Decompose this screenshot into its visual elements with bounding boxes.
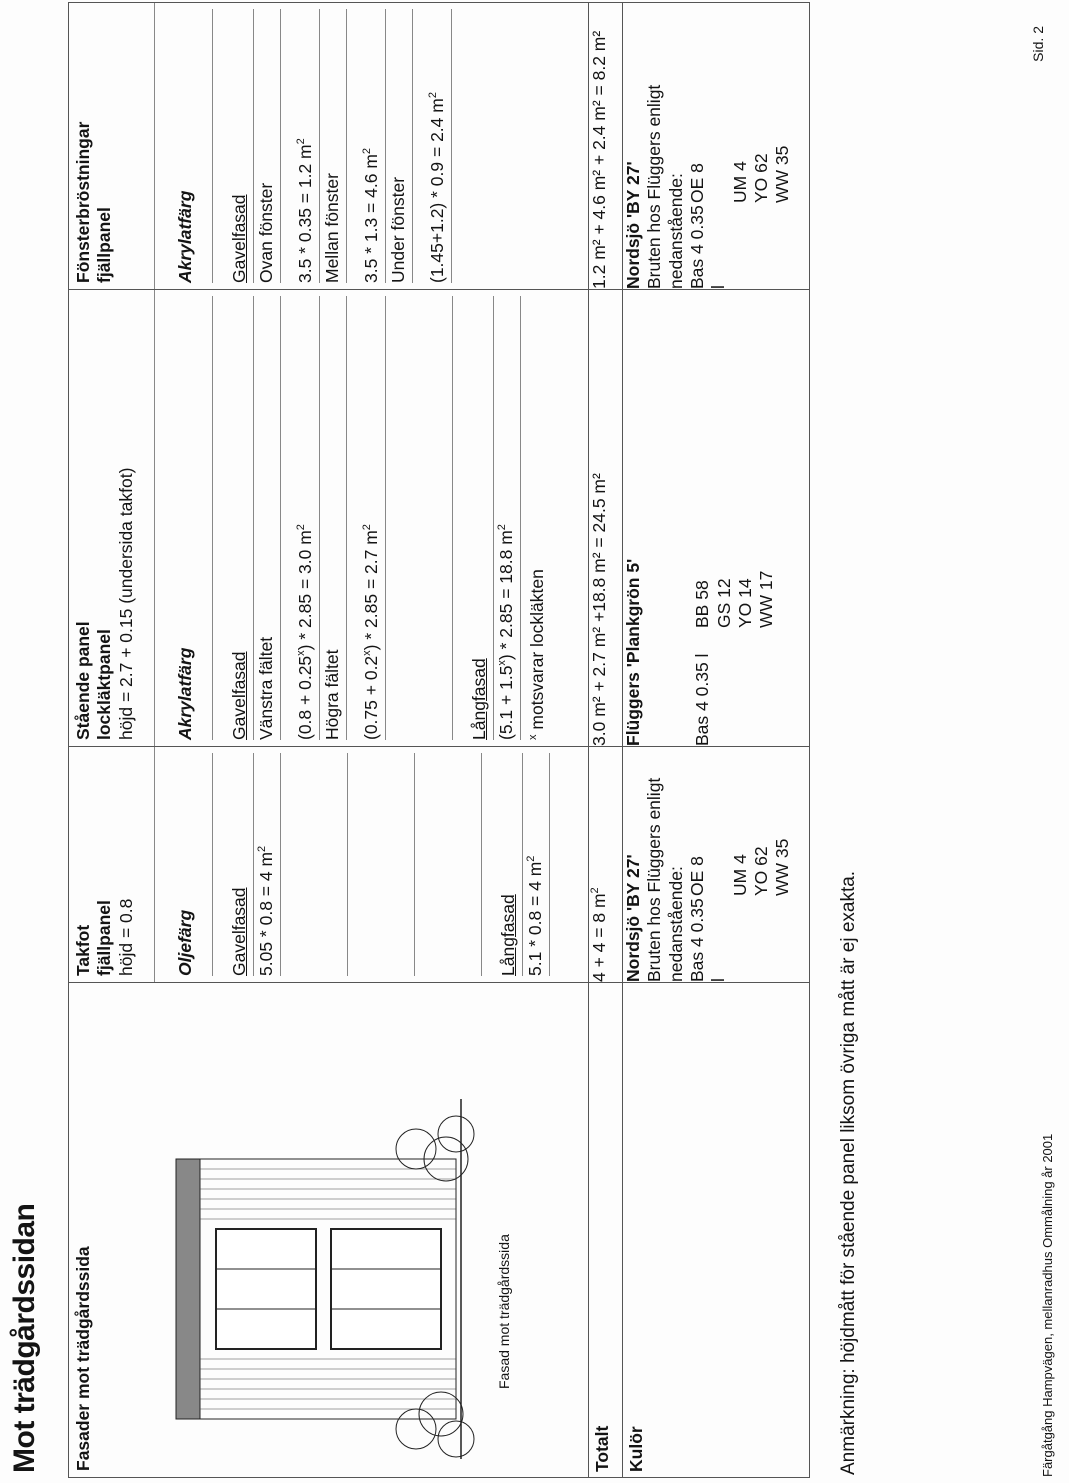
takfot-title: Takfot bbox=[73, 924, 93, 976]
takfot-type: fjällpanel bbox=[94, 900, 115, 976]
takfot-height: höjd = 0.8 bbox=[115, 898, 136, 976]
takfot-header bbox=[69, 747, 155, 982]
panel-title: Stående panel bbox=[73, 621, 93, 740]
panel-footnote: motsvarar lockläkten bbox=[527, 569, 548, 730]
takfot-total: 4 + 4 = 8 m bbox=[589, 893, 609, 982]
brost-above-label: Ovan fönster bbox=[254, 9, 281, 283]
brost-type: fjällpanel bbox=[94, 207, 115, 283]
panel-gavel-title: Gavelfasad bbox=[229, 651, 250, 740]
panel-total: 3.0 m² + 2.7 m² +18.8 m² = 24.5 m² bbox=[589, 290, 623, 747]
takfot-gavel-title: Gavelfasad bbox=[229, 887, 250, 976]
paint-table: Fasader mot trädgårdssida Fasad mot trädgårdssida Takfot fjällpanel höjd = 0.8 Oljefärg Gavelfasad 5.05 * 0.8 = 4 $m^2$ Långfasad 5.1 * 0.8 = 4 $m^2$ Stående panel lockläktpanel höjd = 2.7 + 0.15 (undersida takfot) Akrylatfärg Gavelfasad Vänstra fältet $(0.8 + 0.25^x) * 2.85 = 3.0$ $m^2$ Högra fältet $(0.75 + 0.2^x) * 2.85 = 2.7$ $m^2$ Långfasad $(5.1 + 1.5^x) * 2.85 = 18.8$ $m^2$ $^x$ motsvarar lockläkten Fönsterbröstningar fjällpanel Akrylatfärg Gavelfasad Ovan fönster 3.5 * 0.35 = 1.2 $m^2$ Mellan fönster 3.5 * 1.3 = 4.6 $m^2$ Under fönster (1.45+1.2) * 0.9 = 2.4 $m^2$ Totalt 4 + 4 = 8 $m^2$ 3.0 m² + 2.7 m² +18.8 m² = 24.5 m² 1.2 m² + 4.6 m² + 2.4 m² = 8.2 m² Kulör Nordsjö 'BY 27' Bruten hos Flüggers enligt nedanstående: Bas 4 0.35 l OE 8 UM 4 YO 62 WW 35 Flüggers 'Plankgrön 5' Bas 4 0.35 l BB 58 GS 12 YO 14 WW 17 Nordsjö 'BY 27' Bruten hos Flüggers enligt nedanstående: Bas 4 0.35 l OE 8 UM 4 YO 62 WW 35 bbox=[68, 2, 810, 1478]
facade-drawing bbox=[116, 1079, 556, 1459]
takfot-color: Nordsjö 'BY 27' Bruten hos Flüggers enligt nedanstående: Bas 4 0.35 l OE 8 UM 4 YO 62 WW 35 bbox=[623, 747, 810, 983]
brost-total: 1.2 m² + 4.6 m² + 2.4 m² = 8.2 m² bbox=[589, 3, 623, 290]
panel-color: Flüggers 'Plankgrön 5' Bas 4 0.35 l BB 58 GS 12 YO 14 WW 17 bbox=[623, 290, 810, 747]
panel-type: lockläktpanel bbox=[94, 629, 115, 740]
takfot-lang-calc: 5.1 * 0.8 = 4 m bbox=[525, 861, 546, 976]
brost-gavel-title: Gavelfasad bbox=[229, 194, 250, 283]
total-label: Totalt bbox=[589, 983, 623, 1478]
page-number: Sid. 2 bbox=[1030, 26, 1046, 62]
col-takfot: Takfot fjällpanel höjd = 0.8 Oljefärg Gavelfasad 5.05 * 0.8 = 4 $m^2$ Långfasad 5.1 * 0.8 = 4 $m^2$ bbox=[69, 747, 589, 983]
brost-between-label: Mellan fönster bbox=[320, 9, 347, 283]
panel-height: höjd = 2.7 + 0.15 (undersida takfot) bbox=[115, 467, 136, 740]
col-fonsterbrostningar: Fönsterbröstningar fjällpanel Akrylatfärg Gavelfasad Ovan fönster 3.5 * 0.35 = 1.2 $m^2$ Mellan fönster 3.5 * 1.3 = 4.6 $m^2$ Under fönster (1.45+1.2) * 0.9 = 2.4 $m^2$ bbox=[69, 3, 589, 290]
page-title: Mot trädgårdssidan bbox=[8, 1203, 41, 1473]
facade-header: Fasader mot trädgårdssida bbox=[73, 1246, 93, 1471]
panel-lang-title: Långfasad bbox=[469, 658, 490, 740]
takfot-lang-title: Långfasad bbox=[498, 894, 519, 976]
panel-left-label: Vänstra fältet bbox=[254, 296, 281, 740]
col-staende-panel: Stående panel lockläktpanel höjd = 2.7 + 0.15 (undersida takfot) Akrylatfärg Gavelfasad Vänstra fältet $(0.8 + 0.25^x) * 2.85 = 3.0$ $m^2$ Högra fältet $(0.75 + 0.2^x) * 2.85 = 2.7$ $m^2$ Långfasad $(5.1 + 1.5^x) * 2.85 = 18.8$ $m^2$ $^x$ motsvarar lockläkten bbox=[69, 290, 589, 747]
panel-paint: Akrylatfärg bbox=[155, 296, 213, 740]
color-label: Kulör bbox=[623, 983, 810, 1478]
footer-text: Färgåtgång Hampvägen, mellanradhus Ommålning år 2001 bbox=[1040, 1133, 1055, 1477]
panel-header bbox=[69, 290, 155, 746]
takfot-gavel-calc: 5.05 * 0.8 = 4 m bbox=[256, 851, 277, 976]
brost-under-label: Under fönster bbox=[386, 9, 413, 283]
takfot-paint: Oljefärg bbox=[155, 753, 213, 976]
facade-cell bbox=[69, 983, 589, 1478]
brost-title: Fönsterbröstningar bbox=[73, 121, 93, 283]
facade-caption: Fasad mot trädgårdssida bbox=[496, 1234, 513, 1389]
note-text: Anmärkning: höjdmått för stående panel liksom övriga mått är ej exakta. bbox=[838, 870, 859, 1475]
panel-right-label: Högra fältet bbox=[320, 296, 347, 740]
brost-paint: Akrylatfärg bbox=[155, 9, 213, 283]
brost-color: Nordsjö 'BY 27' Bruten hos Flüggers enligt nedanstående: Bas 4 0.35 l OE 8 UM 4 YO 62 WW 35 bbox=[623, 3, 810, 290]
facade-elevation-image bbox=[116, 1079, 536, 1459]
brost-header bbox=[69, 3, 155, 289]
